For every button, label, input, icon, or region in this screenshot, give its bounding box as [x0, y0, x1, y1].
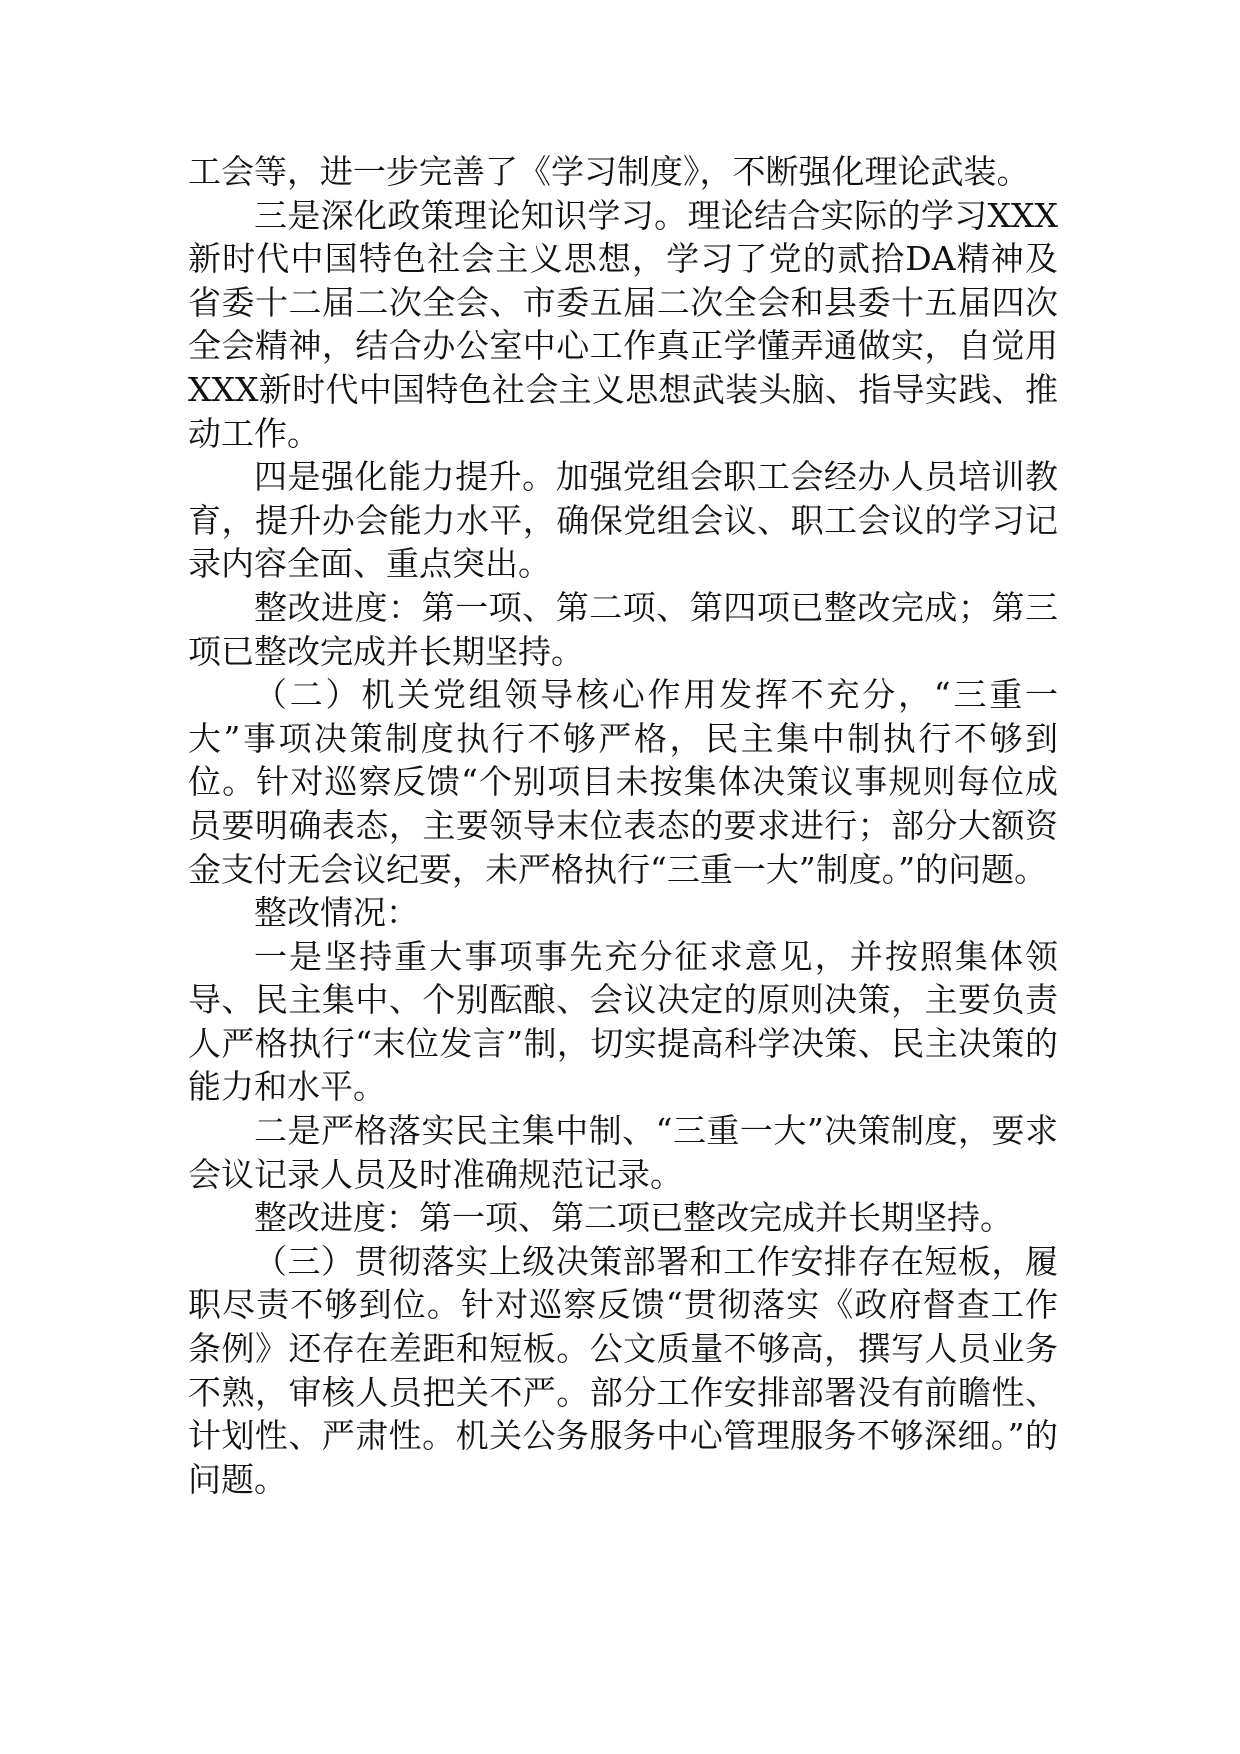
paragraph-rectification-progress-2: 整改进度：第一项、第二项已整改完成并长期坚持。 — [254, 1198, 1013, 1238]
paragraph-continuation: 工会等，进一步完善了《学习制度》，不断强化理论武装。 — [188, 152, 1030, 191]
paragraph-policy-theory-study: 三是深化政策理论知识学习。理论结合实际的学习XXX新时代中国特色社会主义思想，学习了党的贰拾DA精神及省委十二届二次全会、市委五届二次全会和县委十五届四次全会精神，结合办公室中心工作真正学懂弄通做实，自觉用XXX新时代中国特色社会主义思想武装头脑、指导实践、推动工作。 — [188, 195, 1058, 453]
paragraph-capacity-improvement: 四是强化能力提升。加强党组会职工会经办人员培训教育，提升办会能力水平，确保党组会议、职工会议的学习记录内容全面、重点突出。 — [188, 457, 1058, 584]
paragraph-rectification-status: 整改情况： — [254, 893, 419, 933]
paragraph-section-two-heading: （二）机关党组领导核心作用发挥不充分，“三重一大”事项决策制度执行不够严格，民主集中制执行不够到位。针对巡察反馈“个别项目未按集体决策议事规则每位成员要明确表态，主要领导末位表态的要求进行；部分大额资金支付无会议纪要，未严格执行“三重一大”制度。”的问题。 — [188, 675, 1058, 889]
document-body — [188, 150, 1058, 1501]
paragraph-rectification-progress-1: 整改进度：第一项、第二项、第四项已整改完成；第三项已整改完成并长期坚持。 — [188, 587, 1058, 671]
paragraph-democratic-centralism: 二是严格落实民主集中制、“三重一大”决策制度，要求会议记录人员及时准确规范记录。 — [188, 1111, 1058, 1194]
paragraph-major-matters: 一是坚持重大事项事先充分征求意见，并按照集体领导、民主集中、个别酝酿、会议决定的原则决策，主要负责人严格执行“末位发言”制，切实提高科学决策、民主决策的能力和水平。 — [188, 936, 1058, 1107]
paragraph-section-three-heading: （三）贯彻落实上级决策部署和工作安排存在短板，履职尽责不够到位。针对巡察反馈“贯彻落实《政府督查工作条例》还存在差距和短板。公文质量不够高，撰写人员业务不熟，审核人员把关不严。部分工作安排部署没有前瞻性、计划性、严肃性。机关公务服务中心管理服务不够深细。”的问题。 — [188, 1241, 1058, 1499]
